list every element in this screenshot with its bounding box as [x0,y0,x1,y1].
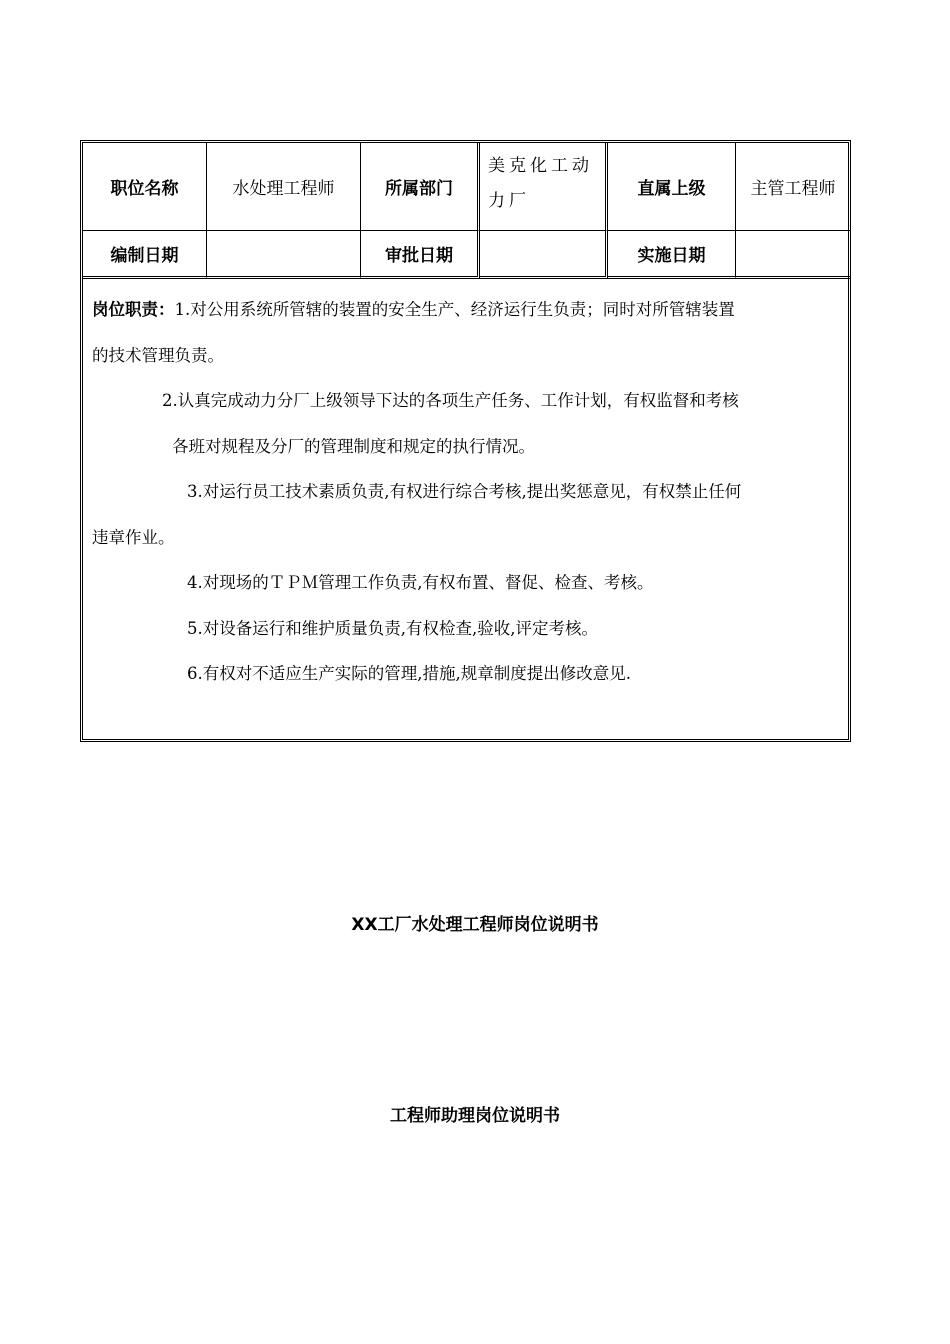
duty-item-1-text: 1.对公用系统所管辖的装置的安全生产、经济运行生负责；同时对所管辖装置 [174,300,735,319]
approved-date-value [480,231,608,279]
position-name-label: 职位名称 [83,143,207,231]
duty-item-3-line-2: 违章作业。 [92,527,175,547]
duties-label: 岗位职责： [92,300,175,319]
compiled-date-value [207,231,361,279]
duty-item-2-line-2: 各班对规程及分厂的管理制度和规定的执行情况。 [172,436,535,456]
duty-item-1-line-1 [92,287,840,333]
effective-date-value [736,231,850,279]
job-description-table [80,140,851,742]
duty-item-6: 6.有权对不适应生产实际的管理,措施,规章制度提出修改意见. [187,664,631,683]
duty-item-2-line-1: 2.认真完成动力分厂上级领导下达的各项生产任务、工作计划，有权监督和考核 [162,391,739,410]
duty-item-1-line-2: 的技术管理负责。 [92,345,224,365]
document-title-water-treatment: XX工厂水处理工程师岗位说明书 [351,915,599,935]
duties-section [83,279,850,741]
document-title-engineer-assistant: 工程师助理岗位说明书 [390,1106,560,1126]
compiled-date-label: 编制日期 [83,231,207,279]
supervisor-value: 主管工程师 [736,143,850,231]
duty-item-5: 5.对设备运行和维护质量负责,有权检查,验收,评定考核。 [187,618,598,638]
position-name-value: 水处理工程师 [207,143,361,231]
supervisor-label: 直属上级 [608,143,736,231]
approved-date-label: 审批日期 [361,231,480,279]
effective-date-label: 实施日期 [608,231,736,279]
department-value: 美克化工动力厂 [480,143,608,231]
duty-item-4: 4.对现场的ＴＰＭ管理工作负责,有权布置、督促、检查、考核。 [187,573,654,592]
table-inner-frame [82,142,849,740]
department-label: 所属部门 [361,143,480,231]
duty-item-3-line-1: 3.对运行员工技术素质负责,有权进行综合考核,提出奖惩意见，有权禁止任何 [187,482,742,501]
